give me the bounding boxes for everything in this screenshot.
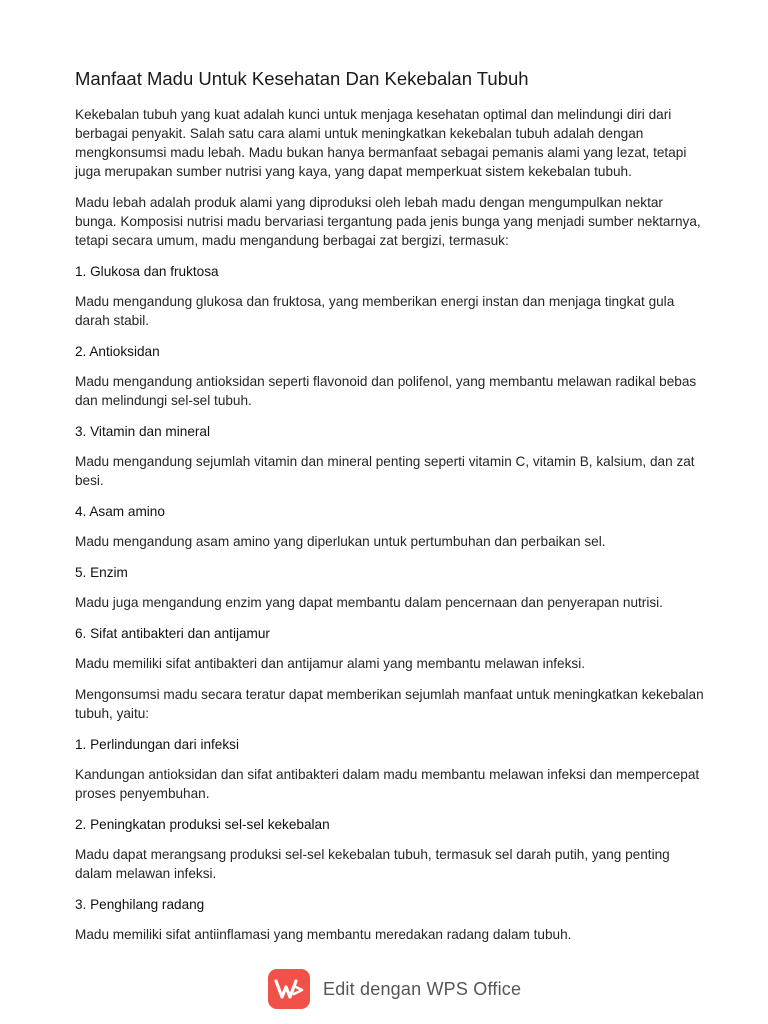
paragraph: Madu mengandung glukosa dan fruktosa, yang memberikan energi instan dan menjaga tingkat gula darah stabil. [75,294,675,328]
wps-edit-label[interactable]: Edit dengan WPS Office [323,978,522,999]
document-page [75,66,705,956]
section-heading: 1. Glukosa dan fruktosa [75,264,219,279]
section-heading: 2. Antioksidan [75,344,160,359]
paragraph: Mengonsumsi madu secara teratur dapat memberikan sejumlah manfaat untuk meningkatkan kekebalan tubuh, yaitu: [75,687,704,721]
section-heading: 3. Penghilang radang [75,897,205,912]
section-heading: 5. Enzim [75,565,128,580]
document-body [75,105,705,944]
paragraph: Madu mengandung asam amino yang diperlukan untuk pertumbuhan dan perbaikan sel. [75,534,606,549]
wps-w-glyph [274,978,304,1000]
wps-logo-icon [268,969,310,1009]
wps-edit-banner[interactable] [268,968,521,1010]
paragraph: Madu memiliki sifat antibakteri dan antijamur alami yang membantu melawan infeksi. [75,656,585,671]
paragraph: Kekebalan tubuh yang kuat adalah kunci untuk menjaga kesehatan optimal dan melindungi diri dari berbagai penyakit. Salah satu cara alami untuk meningkatkan kekebalan tubuh adalah dengan mengkonsumsi madu lebah. Madu bukan hanya bermanfaat sebagai pemanis alami yang lezat, tetapi juga merupakan sumber nutrisi yang kaya, yang dapat memperkuat sistem kekebalan tubuh. [75,107,687,179]
paragraph: Madu lebah adalah produk alami yang diproduksi oleh lebah madu dengan mengumpulkan nektar bunga. Komposisi nutrisi madu bervariasi tergantung pada jenis bunga yang menjadi sumber nektarnya, tetapi secara umum, madu mengandung berbagai zat bergizi, termasuk: [75,195,701,248]
section-heading: 4. Asam amino [75,504,165,519]
paragraph: Madu juga mengandung enzim yang dapat membantu dalam pencernaan dan penyerapan nutrisi. [75,595,663,610]
section-heading: 6. Sifat antibakteri dan antijamur [75,626,270,641]
paragraph: Madu dapat merangsang produksi sel-sel kekebalan tubuh, termasuk sel darah putih, yang penting dalam melawan infeksi. [75,847,670,881]
paragraph: Madu mengandung sejumlah vitamin dan mineral penting seperti vitamin C, vitamin B, kalsium, dan zat besi. [75,454,695,488]
paragraph: Kandungan antioksidan dan sifat antibakteri dalam madu membantu melawan infeksi dan mempercepat proses penyembuhan. [75,767,700,801]
section-heading: 2. Peningkatan produksi sel-sel kekebalan [75,817,330,832]
section-heading: 1. Perlindungan dari infeksi [75,737,239,752]
section-heading: 3. Vitamin dan mineral [75,424,211,439]
paragraph: Madu mengandung antioksidan seperti flavonoid dan polifenol, yang membantu melawan radikal bebas dan melindungi sel-sel tubuh. [75,374,697,408]
paragraph: Madu memiliki sifat antiinflamasi yang membantu meredakan radang dalam tubuh. [75,927,572,942]
document-title: Manfaat Madu Untuk Kesehatan Dan Kekebalan Tubuh [75,68,529,89]
